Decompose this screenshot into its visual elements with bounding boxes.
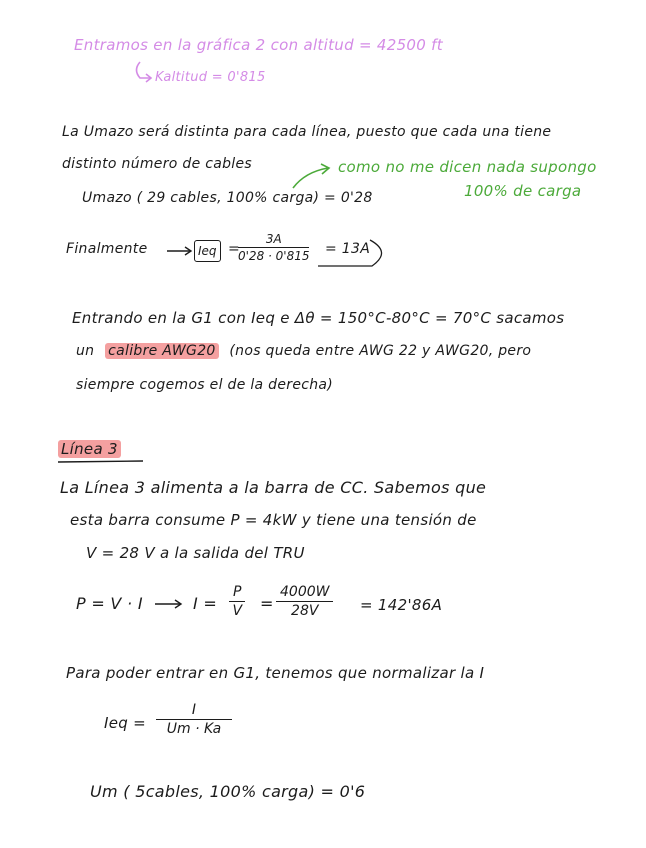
p2-line-3: siempre cogemos el de la derecha) [76,377,334,393]
header-line-2: Kaltitud = 0'815 [155,70,266,85]
p-over-v-den: V [232,603,243,619]
green-arrow [293,168,328,188]
p2-line-2 [76,343,531,359]
ieq-num: I [156,702,232,720]
p1-line-2: distinto número de cables [62,156,253,172]
ieq-den: Um · Ka [166,721,222,737]
linea3-line-1: La Línea 3 alimenta a la barra de CC. Sabemos que [60,478,487,497]
p2-pre: un [76,343,95,359]
ieq-boxed: Ieq [194,240,221,262]
watts-num: 4000W [276,584,333,602]
umazo-line: Umazo ( 29 cables, 100% carga) = 0'28 [82,190,373,206]
ieq-fraction [156,702,232,737]
final-result: = 13A [325,241,371,257]
linea3-underline [58,461,143,462]
linea3-heading-highlight: Línea 3 [58,440,121,458]
ieq-label: Ieq = [104,714,147,732]
p-over-v-num: P [229,584,245,602]
green-note-2: 100% de carga [464,182,582,200]
watts-fraction [276,584,333,619]
um-line: Um ( 5cables, 100% carga) = 0'6 [90,782,366,801]
linea3-line-2: esta barra consume P = 4kW y tiene una tensión de [70,511,477,529]
header-line-1: Entramos en la gráfica 2 con altitud = 42500 ft [74,36,443,54]
linea3-line-3: V = 28 V a la salida del TRU [86,544,305,562]
final-fraction-num: 3A [238,232,309,248]
p2-post: (nos queda entre AWG 22 y AWG20, pero [229,343,532,359]
watts-den: 28V [291,603,319,619]
final-fraction [238,232,309,263]
linea3-heading [58,440,121,458]
p2-line-1: Entrando en la G1 con Ieq e Δθ = 150°C-80°C = 70°C sacamos [72,309,565,327]
p-over-v-fraction [229,584,245,619]
calibre-highlight: calibre AWG20 [105,343,219,359]
final-fraction-den: 0'28 · 0'815 [238,249,310,263]
green-note-1: como no me dicen nada supongo [338,158,597,176]
finalmente-label: Finalmente [66,241,148,257]
power-mid: I = [193,594,218,613]
p3-line-1: Para poder entrar en G1, tenemos que normalizar la I [66,664,485,682]
power-left: P = V · I [76,594,143,613]
power-result: = 142'86A [360,596,443,614]
p1-line-1: La Umazo será distinta para cada línea, puesto que cada una tiene [62,124,552,140]
power-equals: = [260,594,274,613]
final-equals: = [228,241,241,257]
